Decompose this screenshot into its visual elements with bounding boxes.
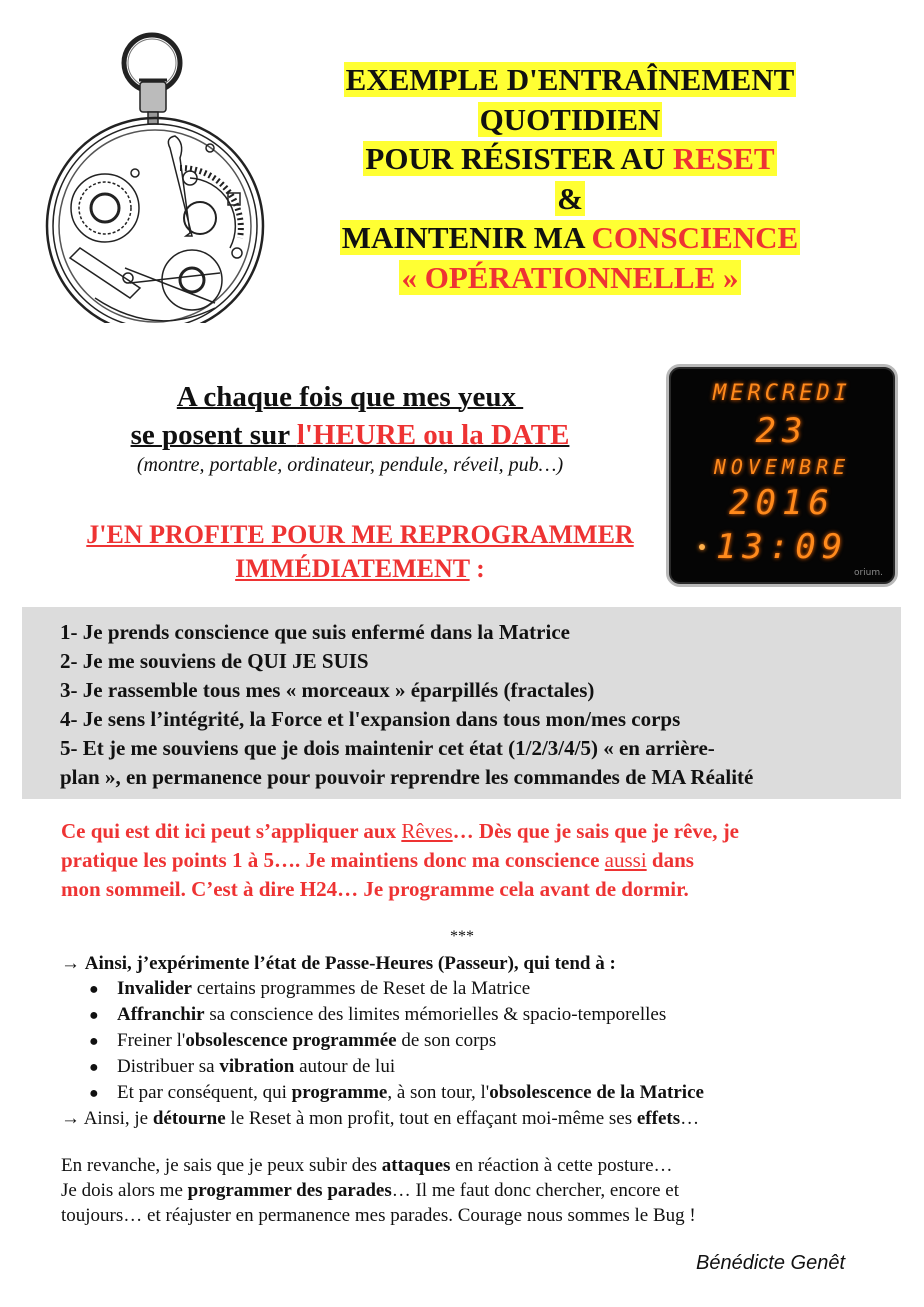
heading-line-2: se posent sur [130,419,297,451]
heading-time-date: l'HEURE ou la DATE [296,419,570,451]
heading-line-1: A chaque fois que mes yeux [176,381,524,413]
dream-aussi: aussi [604,848,647,872]
passe-heures-list: → Ainsi, j’expérimente l’état de Passe-Heures (Passeur), qui tend à : ● Invalider certains programmes de Reset de la Matrice ● Affranchir sa conscience des limites mémorielles & spacio-temporelles ● Freiner l'obsolescence programmée de son corps ● Distribuer sa vibration autour de lui ● Et par conséquent, qui programme, à son tour, l'obsolescence de la Matrice → Ainsi, je détourne le Reset à mon profit, tout en effaçant moi-même ses effets… [61,951,901,1131]
section-separator: *** [450,928,474,945]
bullet-icon: ● [89,981,99,998]
dream-paragraph [61,817,891,904]
steps-box [22,607,901,799]
reprogram-immediately: IMMÉDIATEMENT [235,554,470,583]
dream-text: dans [646,848,694,872]
clock-day: MERCREDI [713,381,851,406]
clock-date: 23 [755,411,809,451]
step-item: 3- Je rassemble tous mes « morceaux » éparpillés (fractales) [60,678,595,702]
section-heading [40,378,660,454]
passe-intro: Ainsi, j’expérimente l’état de Passe-Heures (Passeur), qui tend à : [84,953,616,974]
bullet-icon: ● [89,1033,99,1050]
pocket-watch-icon [40,18,280,323]
title-line-3: POUR RÉSISTER AU [365,141,673,176]
clock-month: NOVEMBRE [713,455,851,479]
title-operationnelle: « OPÉRATIONNELLE » [401,259,739,295]
device-examples: (montre, portable, ordinateur, pendule, réveil, pub…) [136,454,564,476]
reprogram-line-1: J'EN PROFITE POUR ME REPROGRAMMER [86,520,634,549]
page-title [300,60,840,297]
step-item: 2- Je me souviens de QUI JE SUIS [60,649,369,673]
dream-text: … Dès que je sais que je rêve, je [452,819,740,843]
step-item: 1- Je prends conscience que suis enfermé dans la Matrice [60,620,570,644]
reprogram-colon: : [469,554,485,583]
closing-paragraph: En revanche, je sais que je peux subir des attaques en réaction à cette posture… Je dois alors me programmer des parades… Il me faut donc chercher, encore et toujours… et réajuster en permanence mes parades. Courage nous sommes le Bug ! [61,1155,696,1226]
dream-text: Ce qui est dit ici peut s’appliquer aux [61,819,402,843]
list-item: ● Invalider certains programmes de Reset de la Matrice [61,976,901,1002]
arrow-right-icon: → [61,1108,80,1129]
title-conscience: CONSCIENCE [591,220,799,255]
pocket-watch-illustration [40,18,280,323]
reprogram-heading [30,518,690,586]
list-item: ● Freiner l'obsolescence programmée de son corps [61,1028,901,1054]
author-signature: Bénédicte Genêt [696,1252,845,1274]
dream-text: mon sommeil. C’est à dire H24… Je programme cela avant de dormir. [61,877,689,901]
clock-brand-logo: orium. [853,568,883,578]
title-line-1: EXEMPLE D'ENTRAÎNEMENT [345,62,795,97]
arrow-right-icon: → [61,953,80,974]
list-item: ● Distribuer sa vibration autour de lui [61,1054,901,1080]
step-item: 4- Je sens l’intégrité, la Force et l'expansion dans tous mon/mes corps [60,707,681,731]
bullet-icon: ● [89,1059,99,1076]
dream-reves: Rêves [401,819,453,843]
step-item: 5- Et je me souviens que je dois maintenir cet état (1/2/3/4/5) « en arrière- [60,736,715,760]
title-ampersand: & [557,180,583,216]
dream-text: pratique les points 1 à 5…. Je maintiens donc ma conscience [61,848,605,872]
step-item-continued: plan », en permanence pour pouvoir reprendre les commandes de MA Réalité [60,765,754,789]
bullet-icon: ● [89,1085,99,1102]
list-item: ● Affranchir sa conscience des limites mémorielles & spacio-temporelles [61,1002,901,1028]
bullet-icon: ● [89,1007,99,1024]
clock-year: 2016 [729,483,835,523]
title-line-5: MAINTENIR MA [341,220,592,255]
clock-time: 13:09 [715,527,849,567]
led-calendar-clock [666,364,898,587]
title-line-2: QUOTIDIEN [479,101,661,137]
title-reset: RESET [672,141,775,176]
list-item: ● Et par conséquent, qui programme, à son tour, l'obsolescence de la Matrice [61,1080,901,1106]
